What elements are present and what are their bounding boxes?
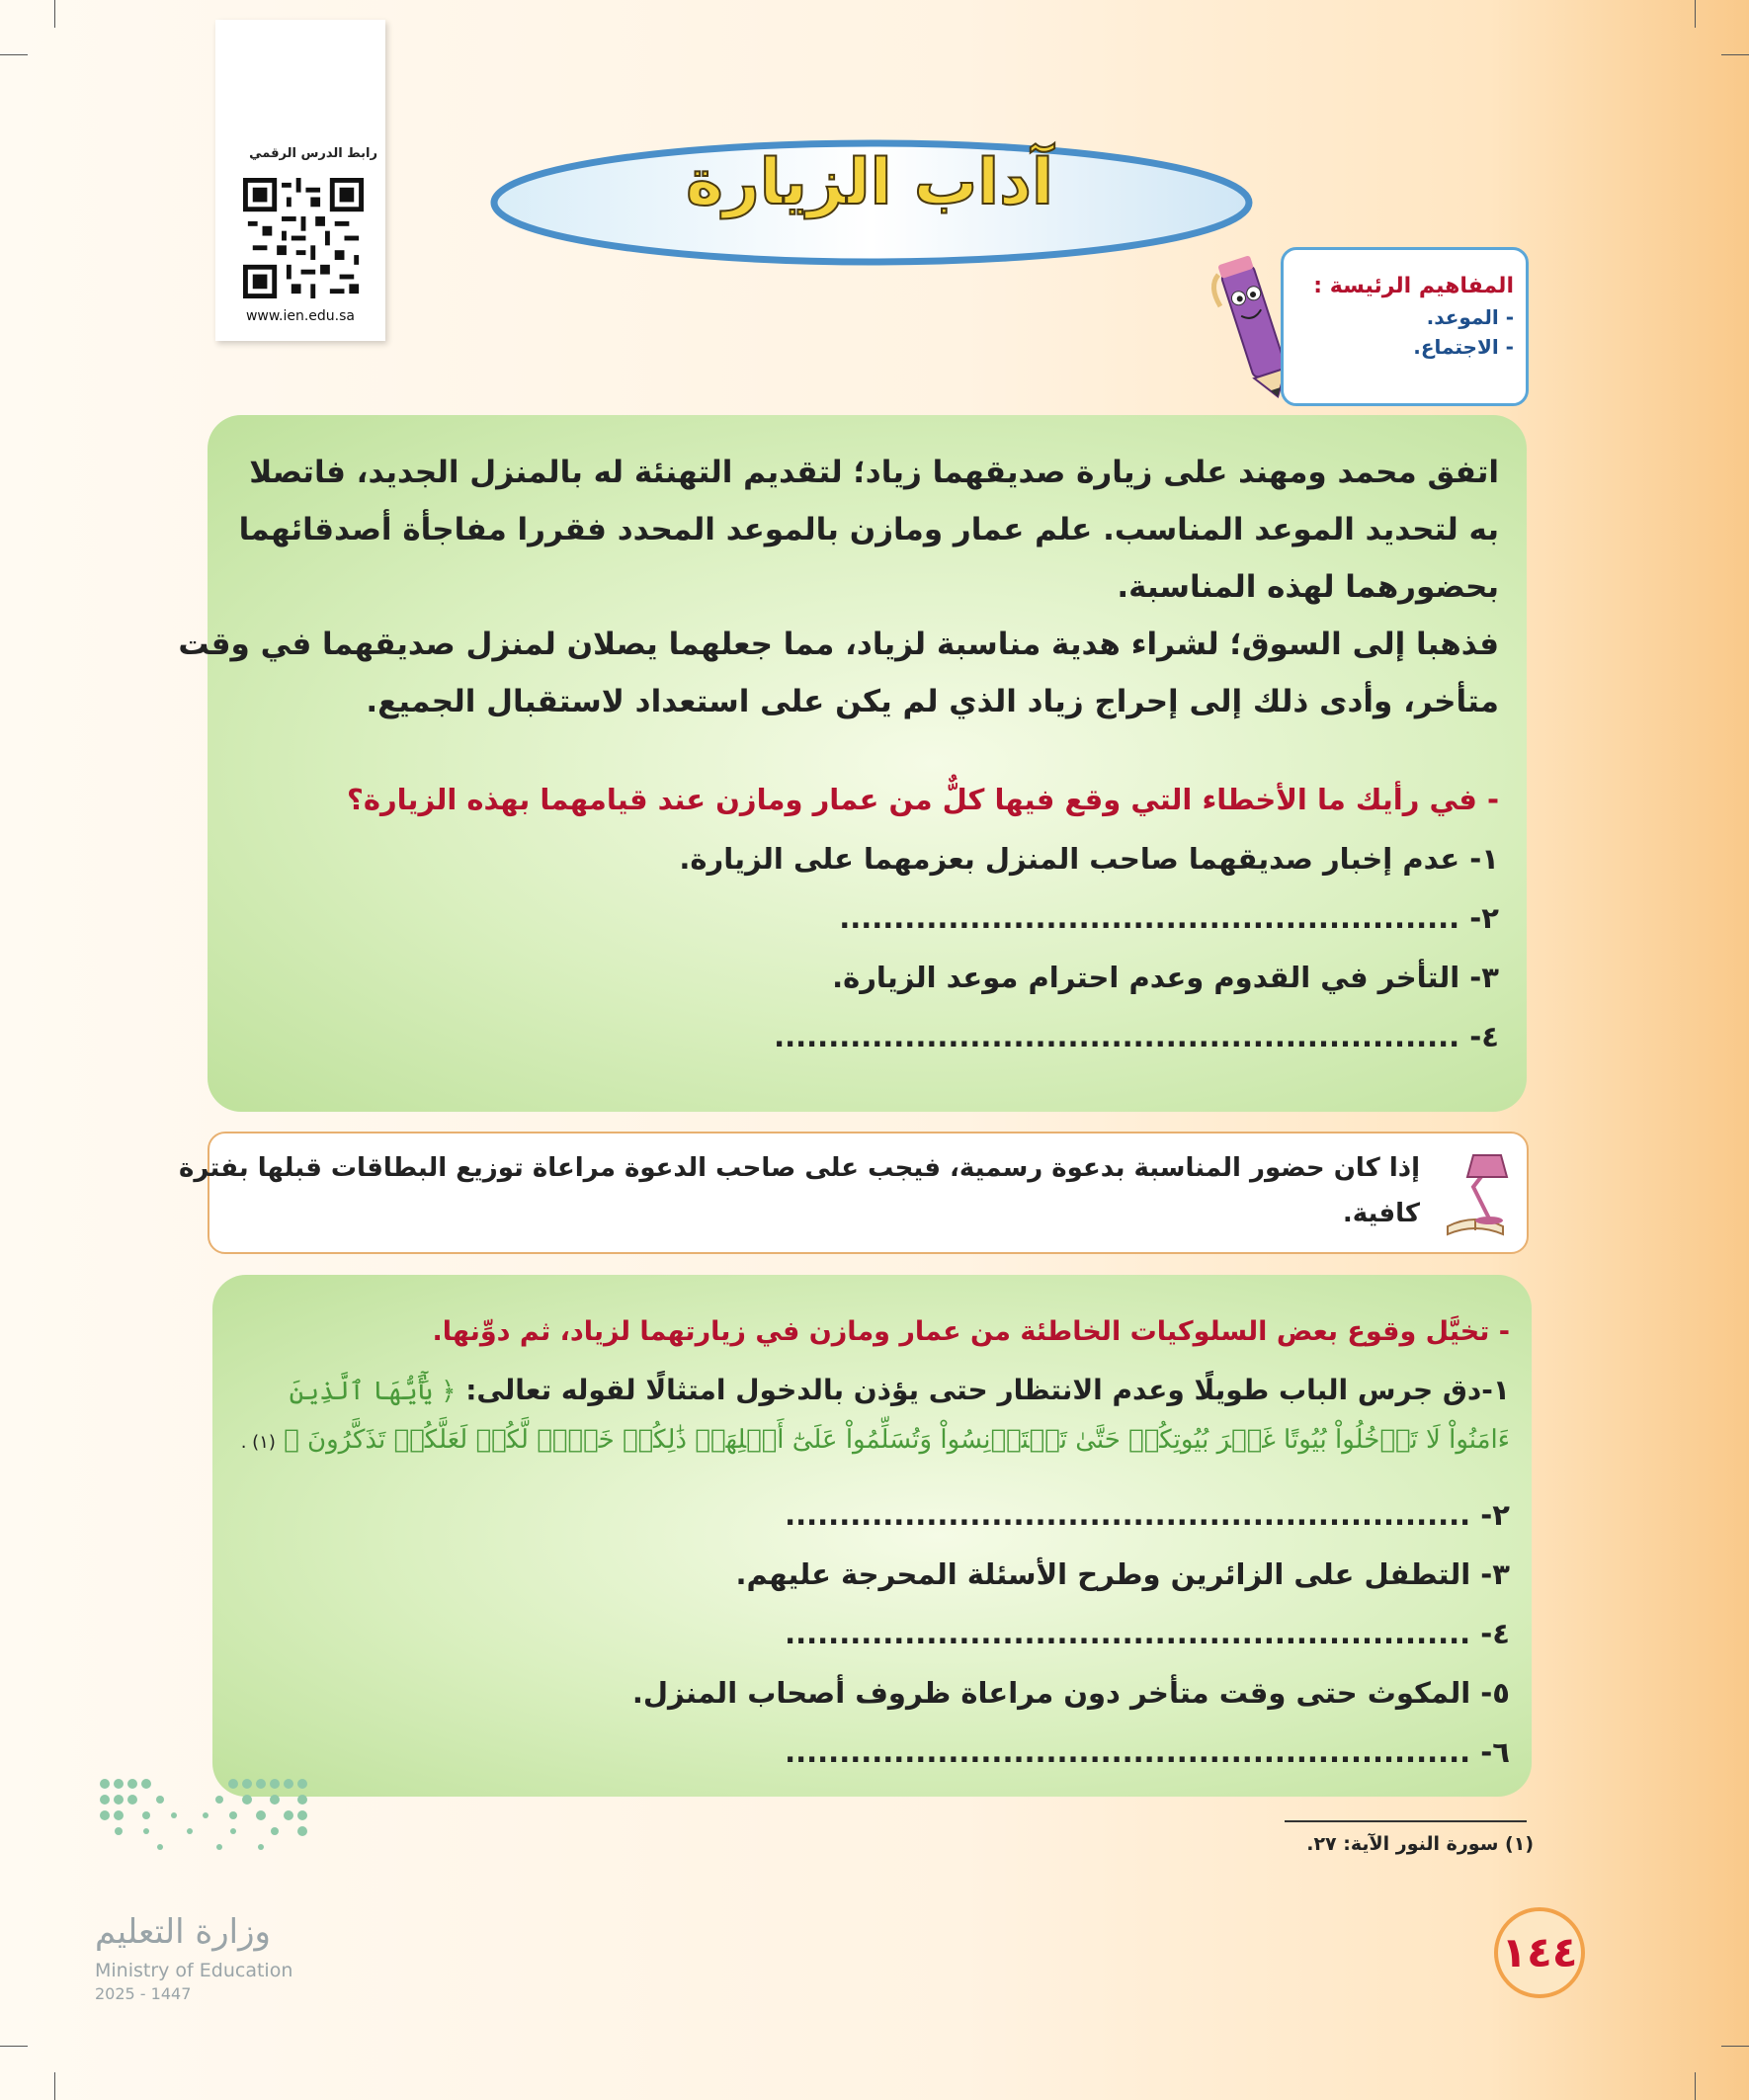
story-box: [178, 415, 1527, 1112]
verse-reference: (١) .: [240, 1432, 276, 1453]
key-concepts-heading: المفاهيم الرئيسة :: [1313, 274, 1514, 298]
quran-verse-rest: ءَامَنُواْ لَا تَدۡخُلُواْ بُيُوتًا غَيۡرَ بُيُوتِكُمۡ حَتَّىٰ تَسۡتَأۡنِسُواْ وَتُسَلِّمُواْ عَلَىٰٓ أَهۡلِهَاۚ ذَٰلِكُمۡ خَيۡرٞ لَّكُمۡ لَعَلَّكُمۡ تَذَكَّرُونَ ﴾: [284, 1425, 1510, 1455]
key-concept-item: - الموعد.: [1426, 305, 1514, 329]
activity-item: ٣- التطفل على الزائرين وطرح الأسئلة المحرجة عليهم.: [735, 1557, 1510, 1591]
crop-mark: [1695, 2072, 1696, 2100]
activity-box: [212, 1275, 1532, 1797]
lamp-book-icon: [1430, 1147, 1521, 1242]
answer-line: ١- عدم إخبار صديقهما صاحب المنزل بعزمهما على الزيارة.: [679, 842, 1499, 876]
crop-mark: [54, 0, 55, 28]
crop-mark: [0, 2046, 28, 2047]
story-line: فذهبا إلى السوق؛ لشراء هدية مناسبة لزياد، مما جعلهما يصلان لمنزل صديقهما في وقت: [178, 627, 1499, 662]
tip-note-line: إذا كان حضور المناسبة بدعوة رسمية، فيجب على صاحب الدعوة مراعاة توزيع البطاقات قبلها بفترة: [179, 1153, 1420, 1183]
answer-line: ٣- التأخر في القدوم وعدم احترام موعد الزيارة.: [832, 961, 1499, 994]
ministry-name-arabic: وزارة التعليم: [95, 1912, 271, 1952]
activity-item: ٥- المكوث حتى وقت متأخر دون مراعاة ظروف أصحاب المنزل.: [631, 1676, 1510, 1710]
activity-blank[interactable]: ٢- ...............................................................: [785, 1498, 1510, 1532]
activity-blank[interactable]: ٦- ...............................................................: [785, 1735, 1510, 1769]
activity-question: - تخيَّل وقوع بعض السلوكيات الخاطئة من عمار ومازن في زيارتهما لزياد، ثم دوِّنها.: [432, 1316, 1510, 1347]
ministry-year: 2025 - 1447: [95, 1984, 192, 2003]
tip-note-box: [179, 1132, 1529, 1254]
footnote-rule: [1285, 1820, 1527, 1822]
crop-mark: [1721, 54, 1749, 55]
activity-item: [232, 1374, 1510, 1406]
lesson-title: آداب الزيارة: [686, 146, 1053, 219]
tip-note-line: كافية.: [1342, 1199, 1420, 1228]
footnote: (١) سورة النور الآية: ٢٧.: [1306, 1833, 1534, 1855]
key-concepts-box: [1281, 247, 1529, 406]
page-number: ١٤٤: [1494, 1907, 1585, 1998]
crop-mark: [1695, 0, 1696, 28]
ministry-logo-icon: [95, 1774, 312, 1892]
key-concept-item: - الاجتماع.: [1413, 335, 1514, 359]
crop-mark: [0, 54, 28, 55]
quran-verse-start: ﴿ يَٰٓأَيُّهَا ٱلَّذِينَ: [289, 1377, 457, 1406]
crop-mark: [54, 2072, 55, 2100]
story-question: - في رأيك ما الأخطاء التي وقع فيها كلٌّ من عمار ومازن عند قيامهما بهذه الزيارة؟: [347, 783, 1499, 816]
story-line: به لتحديد الموعد المناسب. علم عمار ومازن بالموعد المحدد فقررا مفاجأة أصدقائهما: [238, 512, 1499, 547]
story-line: اتفق محمد ومهند على زيارة صديقهما زياد؛ لتقديم التهنئة له بالمنزل الجديد، فاتصلا: [249, 455, 1499, 490]
activity-blank[interactable]: ٤- ...............................................................: [785, 1617, 1510, 1650]
story-line: بحضورهما لهذه المناسبة.: [1117, 569, 1499, 605]
crop-mark: [1721, 2046, 1749, 2047]
qr-url[interactable]: www.ien.edu.sa: [245, 308, 356, 324]
activity-item-1: ١-دق جرس الباب طويلًا وعدم الانتظار حتى يؤذن بالدخول امتثالًا لقوله تعالى:: [465, 1374, 1510, 1406]
answer-blank[interactable]: ٢- .........................................................: [839, 901, 1499, 935]
story-line: متأخر، وأدى ذلك إلى إحراج زياد الذي لم يكن على استعداد لاستقبال الجميع.: [366, 684, 1499, 719]
qr-code-icon[interactable]: [243, 178, 364, 298]
ministry-name-english: Ministry of Education: [95, 1960, 293, 1981]
quran-verse-line: [232, 1425, 1510, 1455]
answer-blank[interactable]: ٤- ...............................................................: [774, 1020, 1499, 1053]
digital-lesson-qr-card[interactable]: [215, 20, 385, 341]
qr-caption: رابط الدرس الرقمي: [249, 146, 377, 161]
